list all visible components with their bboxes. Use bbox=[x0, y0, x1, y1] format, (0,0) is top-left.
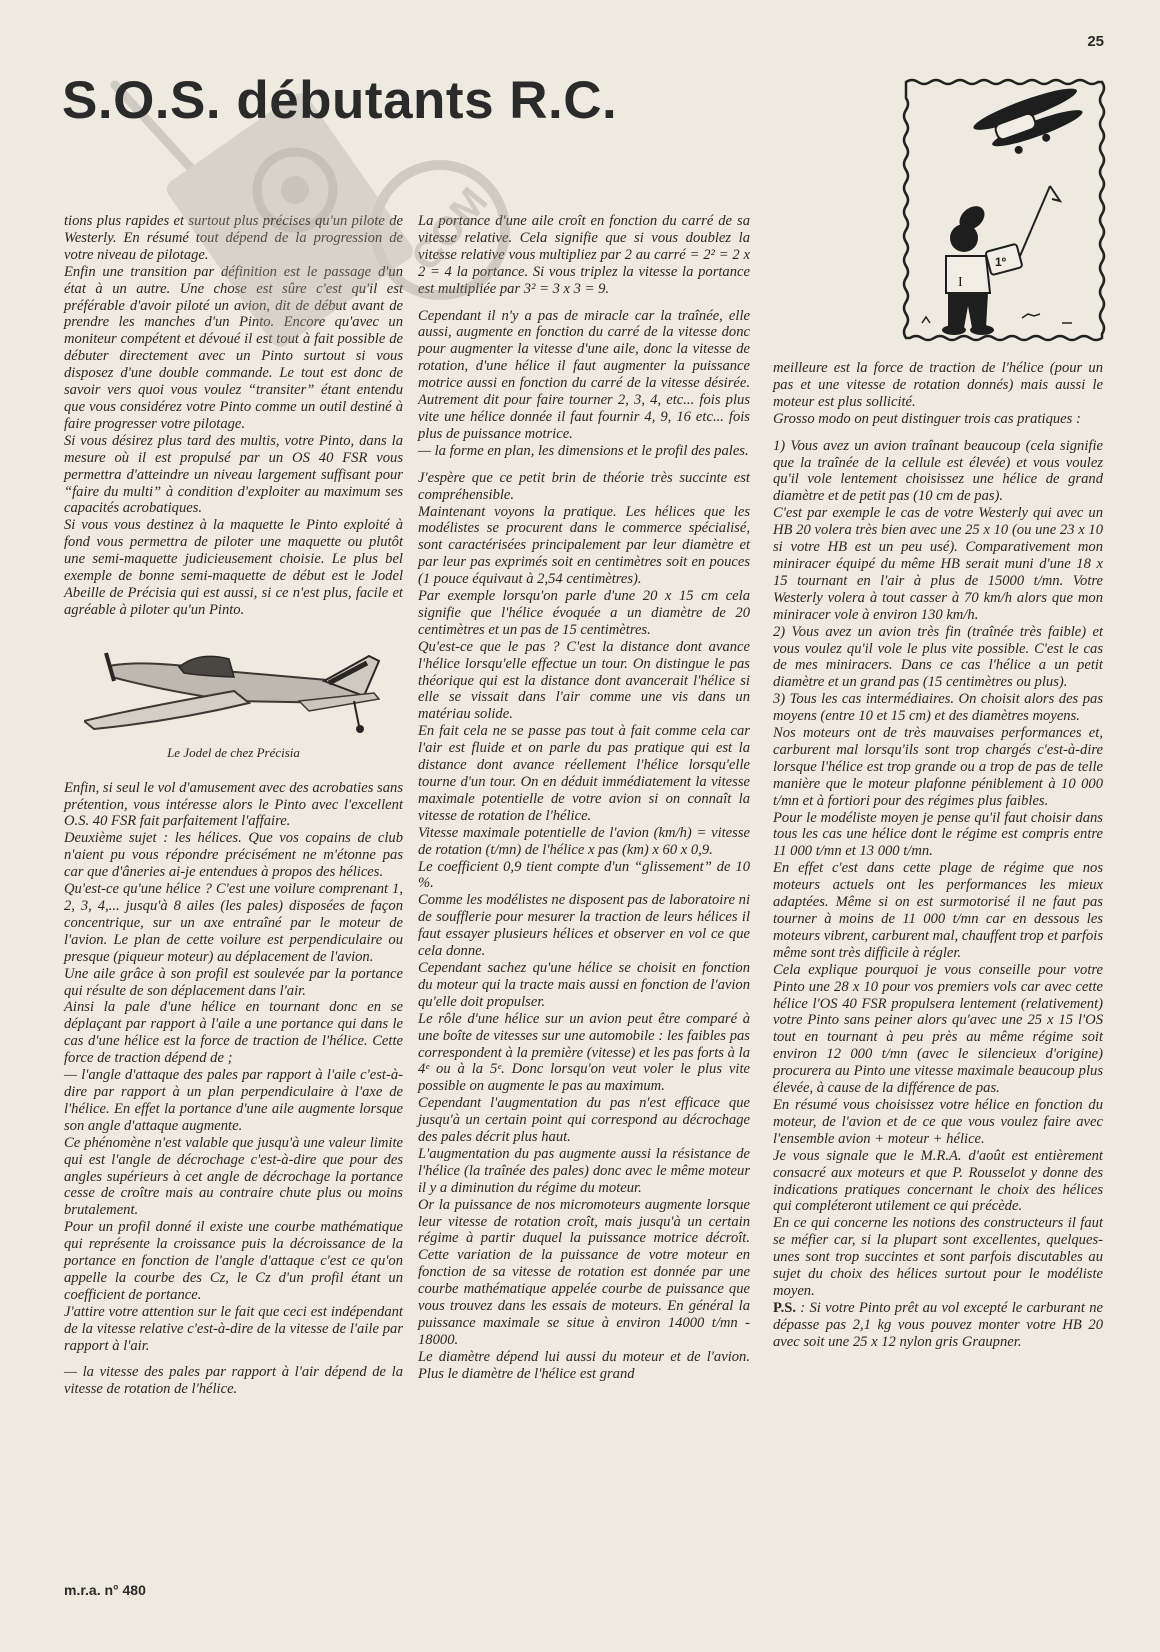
paragraph: tions plus rapides et surtout plus précises qu'un pilote de Westerly. En résumé tout dépend de la progression de votre niveau de pilotage. bbox=[64, 213, 403, 263]
paragraph: En ce qui concerne les notions des constructeurs il faut se méfier car, si la plupart sont excellentes, quelques-unes sont trop succintes et sont parfois discutables au sujet du choix des hélices surtout pour le modéliste moyen. bbox=[773, 1215, 1103, 1299]
jodel-airplane-photo bbox=[84, 641, 384, 739]
paragraph: Cependant sachez qu'une hélice se choisit en fonction du moteur qui la tracte mais aussi en fonction de l'avion qu'elle doit propulser. bbox=[418, 959, 750, 1010]
paragraph: Le diamètre dépend lui aussi du moteur et de l'avion. Plus le diamètre de l'hélice est grand bbox=[418, 1348, 750, 1382]
watermark-text: COM bbox=[402, 179, 497, 280]
paragraph: Si vous désirez plus tard des multis, votre Pinto, dans la mesure où il est propulsé par un OS 40 FSR vous permettra d'atteindre un niveau largement suffisant pour “faire du multi” à condition d'exploiter au maximum ses capacités acrobatiques. bbox=[64, 432, 403, 517]
paragraph: Le coefficient 0,9 tient compte d'un “glissement” de 10 %. bbox=[418, 858, 750, 892]
paragraph: En résumé vous choisissez votre hélice en fonction du moteur, de l'avion et de ce que vous voulez faire avec l'ensemble avion + moteur + hélice. bbox=[773, 1096, 1103, 1147]
pilot-cartoon-illustration bbox=[902, 78, 1106, 342]
paragraph: 3) Tous les cas intermédiaires. On choisit alors des pas moyens (entre 10 et 15 cm) et des diamètres moyens. bbox=[773, 691, 1103, 725]
ps-text: : Si votre Pinto prêt au vol excepté le carburant ne dépasse pas 2,1 kg vous pouvez monter votre HB 20 avec soit une 25 x 12 nylon gris Graupner. bbox=[773, 1299, 1103, 1350]
paragraph: Enfin, si seul le vol d'amusement avec des acrobaties sans prétention, vous intéresse alors le Pinto avec l'excellent O.S. 40 FSR fait parfaitement l'affaire. bbox=[64, 779, 403, 830]
paragraph: — la vitesse des pales par rapport à l'air dépend de la vitesse de rotation de l'hélice. bbox=[64, 1364, 403, 1398]
paragraph: — l'angle d'attaque des pales par rapport à l'aile c'est-à-dire par rapport à un plan perpendiculaire à l'axe de l'hélice. En effet la portance d'une aile augmente lorsque son angle d'attaque augmente. bbox=[64, 1067, 403, 1134]
column-3 bbox=[773, 360, 1103, 1351]
paragraph: Par exemple lorsqu'on parle d'une 20 x 15 cm cela signifie que l'hélice évoquée a un diamètre de 20 centimètres et un pas de 15 centimètres. bbox=[418, 588, 750, 638]
paragraph: L'augmentation du pas augmente aussi la résistance de l'hélice (la traînée des pales) donc avec le même moteur il y a diminution du régime du moteur. bbox=[418, 1145, 750, 1196]
paragraph: J'espère que ce petit brin de théorie très succinte est compréhensible. bbox=[418, 469, 750, 503]
grass bbox=[922, 314, 1072, 323]
paragraph: Cependant il n'y a pas de miracle car la traînée, elle aussi, augmente en fonction du carré de la vitesse donc pour augmenter la vitesse d'une aile, donc la vitesse de rotation, d'une hélice il faut augmenter la puissance motrice aussi en fonction du carré de la vitesse désirée. Autrement dit pour faire tourner 2, 3, 4, etc... fois plus vite une hélice donnée il faut fournir 4, 9, 16 etc... fois plus de puissance motrice. bbox=[418, 307, 750, 442]
paragraph: La portance d'une aile croît en fonction du carré de sa vitesse relative. Cela signifie que si vous doublez la vitesse relative vous multipliez par 2 au carré = 2² = 2 x 2 = 4 la portance. Si vous triplez la vitesse la portance est multipliée par 3² = 3 x 3 = 9. bbox=[418, 213, 750, 297]
paragraph: Pour le modéliste moyen je pense qu'il faut choisir dans tous les cas une hélice dont le régime est compris entre 11 000 t/mn et 13 000 t/mn. bbox=[773, 809, 1103, 860]
paragraph: En effet c'est dans cette plage de régime que nos moteurs actuels ont les performances les mieux adaptées. Même si on est surmotorisé il ne faut pas tourner à moins de 11 000 t/mn car en dessous les moteurs vibrent, carburent mal, chauffent trop et parfois même sont très difficile à régler. bbox=[773, 860, 1103, 961]
canopy bbox=[179, 656, 234, 677]
antenna-line bbox=[1020, 186, 1050, 256]
paragraph: Qu'est-ce que le pas ? C'est la distance dont avance l'hélice lorsqu'elle effectue un tour. On distingue le pas théorique qui est la distance dont avancerait l'hélice si elle se vissait dans l'air comme une vis dans un matériau solide. bbox=[418, 638, 750, 723]
paragraph: Pour un profil donné il existe une courbe mathématique qui représente la croissance puis la décroissance de la portance en fonction de l'angle d'attaque c'est ce qu'on appelle la courbe des Cz, le Cz d'un profil étant un coefficient de portance. bbox=[64, 1219, 403, 1303]
paragraph: Or la puissance de nos micromoteurs augmente lorsque leur vitesse de rotation croît, mais jusqu'à un certain régime à partir duquel la puissance motrice décroît. Cette variation de la puissance de votre moteur en fonction de sa vitesse de rotation est donnée par une courbe mathématique appelée courbe de puissance que vous trouvez dans les essais de moteurs. En général la puissance maximale se situe à environ 14000 t/mn - 18000. bbox=[418, 1196, 750, 1348]
paragraph: J'attire votre attention sur le fait que ceci est indépendant de la vitesse relative c'est-à-dire de la vitesse de l'aile par rapport à l'air. bbox=[64, 1303, 403, 1354]
paragraph: Comme les modélistes ne disposent pas de laboratoire ni de soufflerie pour mesurer la traction de leurs hélices il faut essayer plusieurs hélices et observer en vol ce que cela donne. bbox=[418, 892, 750, 960]
column-2 bbox=[418, 213, 750, 1383]
paragraph: Le rôle d'une hélice sur un avion peut être comparé à une boîte de vitesses sur une automobile : les faibles pas correspondent à la première (vitesse) et les pas forts à la 4ᵉ ou à la 5ᵉ. Donc lorsqu'on veut voler le plus vite possible on augmente le pas au maximum. bbox=[418, 1010, 750, 1095]
paragraph: meilleure est la force de traction de l'hélice (pour un pas et une vitesse de rotation donnés) mais aussi le moteur est plus sollicité. bbox=[773, 360, 1103, 410]
paragraph: Si vous vous destinez à la maquette le Pinto exploité à fond vous permettra de piloter une maquette ou plutôt une semi-maquette judicieusement choisie. Le plus bel exemple de bonne semi-maquette de début est le Jodel Abeille de Précisia qui est aussi, si ce n'est plus, facile et agréable à piloter qu'un Pinto. bbox=[64, 517, 403, 618]
biplane bbox=[970, 82, 1090, 166]
paragraph: Ce phénomène n'est valable que jusqu'à une valeur limite qui est l'angle de décrochage c'est-à-dire que pour des angles supérieurs à cet angle de décrochage la portance cesse de croître mais au contraire chute plus ou moins brutalement. bbox=[64, 1134, 403, 1219]
column-1 bbox=[64, 213, 403, 1398]
paragraph: 2) Vous avez un avion très fin (traînée très faible) et vous voulez qu'il vole le plus vite possible. C'est le cas de mes miniracers. Dans ce cas l'hélice a un petit diamètre et un grand pas (15 centimètres ou plus). bbox=[773, 623, 1103, 691]
paragraph: Cependant l'augmentation du pas n'est efficace que jusqu'à un certain point qui correspond au décrochage des pales décrit plus haut. bbox=[418, 1095, 750, 1146]
paragraph: C'est par exemple le cas de votre Westerly qui avec un HB 20 volera très bien avec une 25 x 10 (ou une 23 x 10 si votre HB est un peu usé). Comparativement mon miniracer équipé du même HB serait muni d'une 18 x 15 tournant en l'air à plus de 15000 t/mn. Votre Westerly volera à tout casser à 70 km/h alors que mon miniracer vole à environ 130 km/h. bbox=[773, 505, 1103, 623]
paragraph: Deuxième sujet : les hélices. Que vos copains de club n'aient pu vous répondre précisément ne m'étonne pas car que d'âneries ai-je entendues à propos des hélices. bbox=[64, 830, 403, 881]
paragraph: Je vous signale que le M.R.A. d'août est entièrement consacré aux moteurs et que P. Rousselot y donne des indications pratiques concernant le choix des hélices qui compléteront utilement ce qui précède. bbox=[773, 1147, 1103, 1215]
ps-label: P.S. bbox=[773, 1299, 796, 1316]
paragraph: Cela explique pourquoi je vous conseille pour votre Pinto une 28 x 10 pour vos premiers vols car avec cette hélice l'OS 40 FSR propulsera lentement (relativement) votre Pinto sans peiner alors qu'avec une 25 x 15 l'OS tout en tournant à peu près au même régime soit environ 12 000 t/mn (avec le silencieux d'origine) procurera au Pinto une vitesse maximale beaucoup plus élevée, à cause de la différence de pas. bbox=[773, 961, 1103, 1097]
paragraph: Enfin une transition par définition est le passage d'un état à un autre. Une chose est sûre c'est qu'il est préférable d'avoir piloté un avion, dit de début avant de prendre les manches d'un Pinto. Encore qu'avec un moniteur compétent et dévoué il est tout à fait possible de débuter directement avec un Pinto surtout si vous disposez d'une double commande. Le tout est donc de savoir vers quoi vous voulez “transiter” étant entendu que vous considérez votre Pinto comme un outil destiné à faire progresser votre pilotage. bbox=[64, 263, 403, 432]
paragraph: Ainsi la pale d'une hélice en tournant donc en se déplaçant par rapport à l'aile a une portance qui dans le cas d'une hélice est la force de traction de l'hélice. Cette force de traction dépend de ; bbox=[64, 999, 403, 1067]
paragraph: Une aile grâce à son profil est soulevée par la portance qui résulte de son déplacement dans l'air. bbox=[64, 965, 403, 999]
svg-text:1º: 1º bbox=[995, 255, 1007, 269]
figure-caption: Le Jodel de chez Précisia bbox=[167, 744, 300, 760]
jodel-photo-figure bbox=[64, 641, 403, 762]
pilot-figure bbox=[942, 201, 1022, 335]
svg-text:I: I bbox=[958, 275, 963, 290]
magazine-issue-footer: m.r.a. n° 480 bbox=[64, 1582, 146, 1598]
paragraph: Grosso modo on peut distinguer trois cas pratiques : bbox=[773, 410, 1081, 427]
paragraph: 1) Vous avez un avion traînant beaucoup (cela signifie que la traînée de la cellule est élevée) et vous voulez qu'il vole lentement choisissez une hélice de grand diamètre et de petit pas (10 cm de pas). bbox=[773, 437, 1103, 505]
paragraph: Vitesse maximale potentielle de l'avion (km/h) = vitesse de rotation (t/mn) de l'hélice x pas (km) x 60 x 0,9. bbox=[418, 824, 750, 858]
paragraph: — la forme en plan, les dimensions et le profil des pales. bbox=[418, 442, 749, 459]
paragraph: Maintenant voyons la pratique. Les hélices que les modélistes se procurent dans le commerce spécialisé, sont caractérisées principalement par leur diamètre et par leur pas exprimés soit en centimètres soit en pouces (1 pouce équivaut à 2,54 centimètres). bbox=[418, 503, 750, 588]
ps-paragraph bbox=[773, 1300, 1103, 1351]
wing bbox=[84, 691, 249, 729]
paragraph: Qu'est-ce qu'une hélice ? C'est une voilure comprenant 1, 2, 3, 4,... jusqu'à 8 ailes (les pales) disposées de façon concentrique, sur un axe entraîné par le moteur de l'avion. Le plan de cette voilure est perpendiculaire ou presque (piqueur moteur) au déplacement de l'avion. bbox=[64, 881, 403, 965]
page-number: 25 bbox=[1087, 33, 1104, 50]
paragraph: En fait cela ne se passe pas tout à fait comme cela car l'air est fluide et on parle du pas pratique qui est la distance dont avance réellement l'hélice lorsqu'elle tourne d'un tour. On en déduit immédiatement la vitesse maximale potentielle de votre avion si on connaît la vitesse de rotation de l'hélice. bbox=[418, 723, 750, 824]
article-title: S.O.S. débutants R.C. bbox=[62, 71, 618, 130]
paragraph: Nos moteurs ont de très mauvaises performances et, carburent mal lorsqu'ils sont trop chargés c'est-à-dire lorsque l'hélice est trop grande ou a trop de pas de telle manière que le moteur plafonne péniblement à 10 000 t/mn et à fortiori pour des régimes plus faibles. bbox=[773, 725, 1103, 809]
